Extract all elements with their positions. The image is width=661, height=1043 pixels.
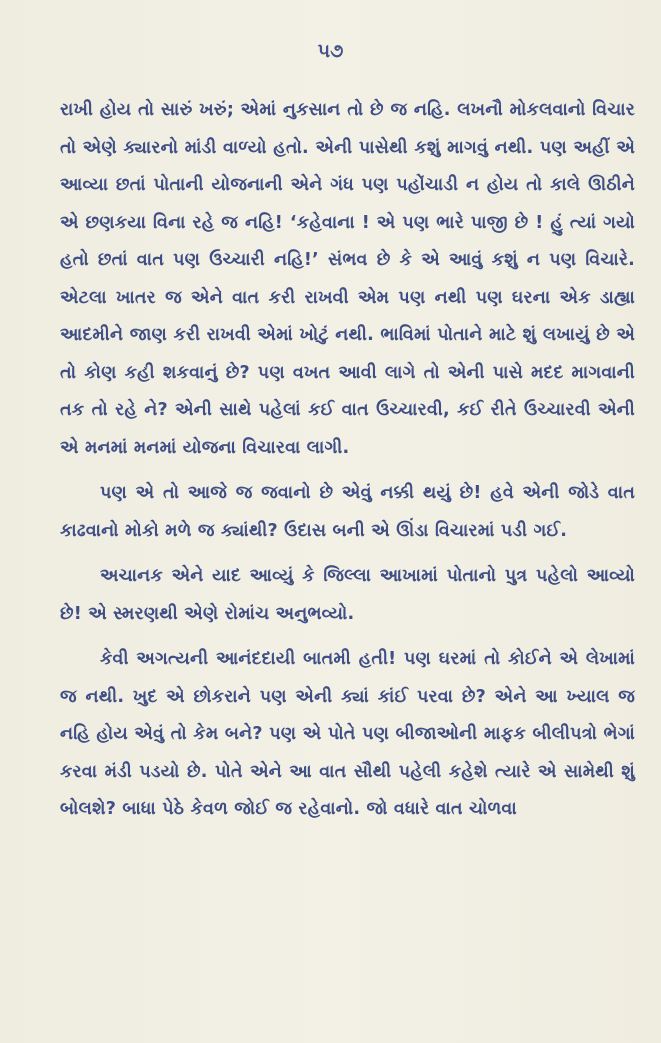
body-text	[60, 92, 635, 829]
paragraph-1: રાખી હોય તો સારું ખરું; એમાં નુકસાન તો છે જ નહિ. લખનૌ મોકલવાનો વિચાર તો એણે ક્યારનો માંડી વાળ્યો હતો. એની પાસેથી કશું માગવું નથી. પણ અહીં એ આવ્યા છતાં પોતાની યોજનાની એને ગંધ પણ પહોંચાડી ન હોય તો કાલે ઊઠીને એ છણકયા વિના રહે જ નહિ! ‘કહેવાના ! એ પણ ભારે પાજી છે ! હું ત્યાં ગયો હતો છતાં વાત પણ ઉચ્ચારી નહિ!’ સંભવ છે કે એ આવું કશું ન પણ વિચારે. એટલા ખાતર જ એને વાત કરી રાખવી એમ પણ નથી પણ ઘરના એક ડાહ્યા આદમીને જાણ કરી રાખવી એમાં ખોટું નથી. ભાવિમાં પોતાને માટે શું લખાયું છે એ તો કોણ કહી શકવાનું છે? પણ વખત આવી લાગે તો એની પાસે મદદ માગવાની તક તો રહે ને? એની સાથે પહેલાં કઈ વાત ઉચ્ચારવી, કઈ રીતે ઉચ્ચારવી એની એ મનમાં મનમાં યોજના વિચારવા લાગી.	[60, 100, 635, 458]
page-number: ૫૭	[317, 40, 344, 62]
paragraph-3: અચાનક એને યાદ આવ્યું કે જિલ્લા આખામાં પોતાનો પુત્ર પહેલો આવ્યો છે! એ સ્મરણથી એણે રોમાંચ અનુભવ્યો.	[60, 566, 635, 624]
paragraph-2: પણ એ તો આજે જ જવાનો છે એવું નક્કી થયું છે! હવે એની જોડે વાત કાઢવાનો મોકો મળે જ ક્યાંથી? ઉદાસ બની એ ઊંડા વિચારમાં પડી ગઈ.	[60, 483, 635, 541]
paragraph-4: કેવી અગત્યની આનંદદાયી બાતમી હતી! પણ ઘરમાં તો કોઈને એ લેખામાં જ નથી. ખુદ એ છોકરાને પણ એની ક્યાં કાંઈ પરવા છે? એને આ ખ્યાલ જ નહિ હોય એવું તો કેમ બને? પણ એ પોતે પણ બીજાઓની માફક બીલીપત્રો ભેગાં કરવા મંડી પડયો છે. પોતે એને આ વાત સૌથી પહેલી કહેશે ત્યારે એ સામેથી શું બોલશે? બાધા પેઠે કેવળ જોઈ જ રહેવાનો. જો વધારે વાત ચોળવા	[60, 649, 635, 819]
